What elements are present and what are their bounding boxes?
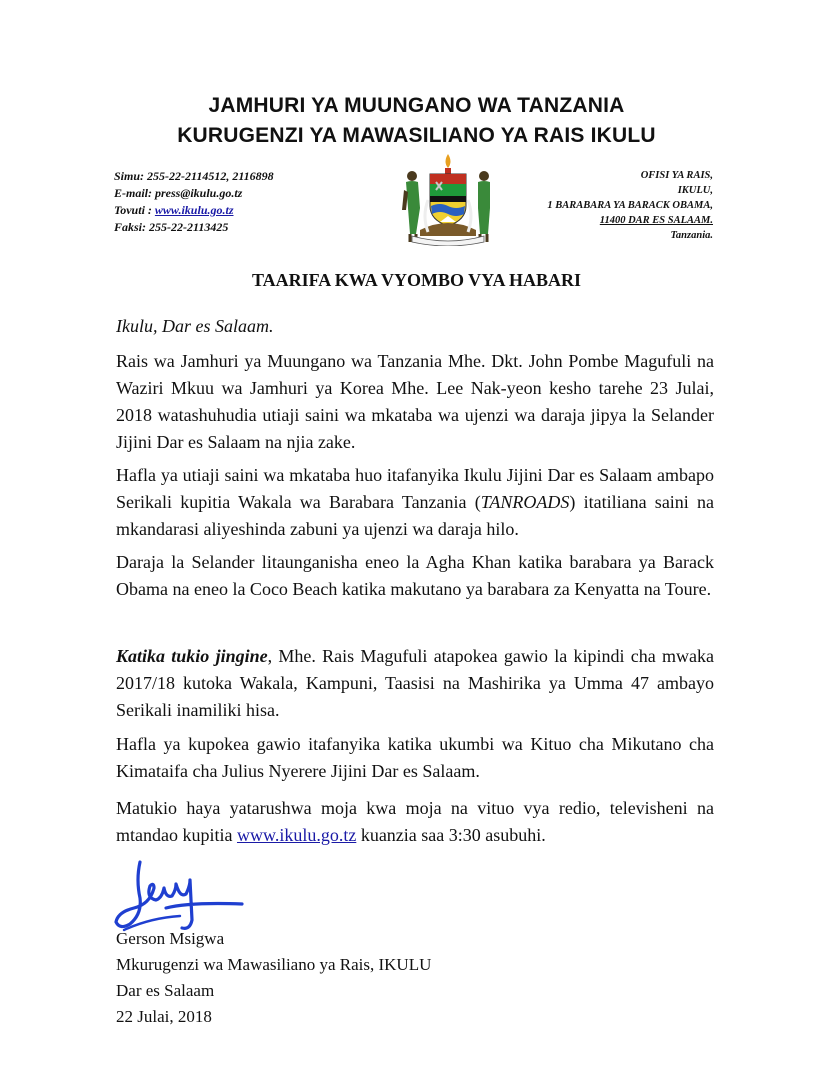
signatory-title: Mkurugenzi wa Mawasiliano ya Rais, IKULU (116, 955, 432, 974)
header-title-line2: KURUGENZI YA MAWASILIANO YA RAIS IKULU (177, 124, 656, 147)
paragraph-4-lead: Katika tukio jingine (116, 646, 268, 666)
phone-line: Simu: 255-22-2114512, 2116898 (114, 169, 274, 183)
contact-right-block (547, 168, 713, 243)
paragraph-6-text-a: Matukio haya yatarushwa moja kwa moja na vituo vya redio, televisheni na mtandao kupitia (116, 798, 714, 845)
signatory-city: Dar es Salaam (116, 981, 215, 1000)
tanroads-term: TANROADS (480, 492, 570, 512)
paragraph-2 (116, 462, 714, 543)
paragraph-3-text: Daraja la Selander litaunganisha eneo la Agha Khan katika barabara ya Barack Obama na eneo la Coco Beach katika makutano ya barabara za Kenyatta na Toure. (116, 552, 714, 599)
body-website-link[interactable]: www.ikulu.go.tz (236, 825, 357, 845)
paragraph-6 (116, 795, 714, 849)
paragraph-2-text-a: Hafla ya utiaji saini wa mkataba huo itafanyika Ikulu Jijini Dar es Salaam ambapo Serikali kupitia Wakala wa Barabara Tanzania ( (116, 465, 714, 512)
paragraph-5-text: Hafla ya kupokea gawio itafanyika katika ukumbi wa Kituo cha Mikutano cha Kimataifa cha Julius Nyerere Jijini Dar es Salaam. (116, 734, 714, 781)
website-line (114, 202, 274, 219)
paragraph-4 (116, 643, 714, 724)
signatory-name: Gerson Msigwa (116, 929, 225, 948)
paragraph-3 (116, 549, 714, 603)
signature-block (116, 926, 431, 1030)
paragraph-6-text-b: kuanzia saa 3:30 asubuhi. (356, 825, 546, 845)
address-line2: IKULU, (677, 185, 713, 196)
paragraph-4-text: , Mhe. Rais Magufuli atapokea gawio la kipindi cha mwaka 2017/18 kutoka Wakala, Kampuni, Taasisi na Mashirika ya Umma 47 ambayo Serikali inamiliki hisa. (116, 646, 714, 720)
email-line: E-mail: press@ikulu.go.tz (114, 186, 243, 200)
paragraph-5 (116, 731, 714, 785)
header-title-line1: JAMHURI YA MUUNGANO WA TANZANIA (208, 94, 625, 117)
contact-left-block (114, 168, 274, 236)
paragraph-2-text-c: ) itatiliana saini na mkandarasi aliyeshinda zabuni ya ujenzi wa daraja hilo. (116, 492, 715, 539)
website-link[interactable]: www.ikulu.go.tz (154, 203, 234, 217)
address-line3: 1 BARABARA YA BARACK OBAMA, (547, 200, 713, 211)
signature-date: 22 Julai, 2018 (116, 1007, 212, 1026)
website-label: Tovuti : (114, 203, 155, 217)
address-line5: Tanzania. (670, 230, 713, 241)
fax-line: Faksi: 255-22-2113425 (114, 220, 229, 234)
paragraph-1 (116, 348, 714, 456)
press-heading: TAARIFA KWA VYOMBO VYA HABARI (251, 270, 582, 290)
address-line1: OFISI YA RAIS, (640, 170, 713, 181)
coat-of-arms-icon (398, 150, 498, 246)
dateline-place: Ikulu, Dar es Salaam. (116, 316, 274, 336)
address-line4: 11400 DAR ES SALAAM. (599, 215, 713, 226)
paragraph-1-text: Rais wa Jamhuri ya Muungano wa Tanzania Mhe. Dkt. John Pombe Magufuli na Waziri Mkuu wa Jamhuri ya Korea Mhe. Lee Nak-yeon kesho tarehe 23 Julai, 2018 watashuhudia utiaji saini wa mkataba wa ujenzi wa daraja jipya la Selander Jijini Dar es Salaam na njia zake. (116, 351, 714, 452)
